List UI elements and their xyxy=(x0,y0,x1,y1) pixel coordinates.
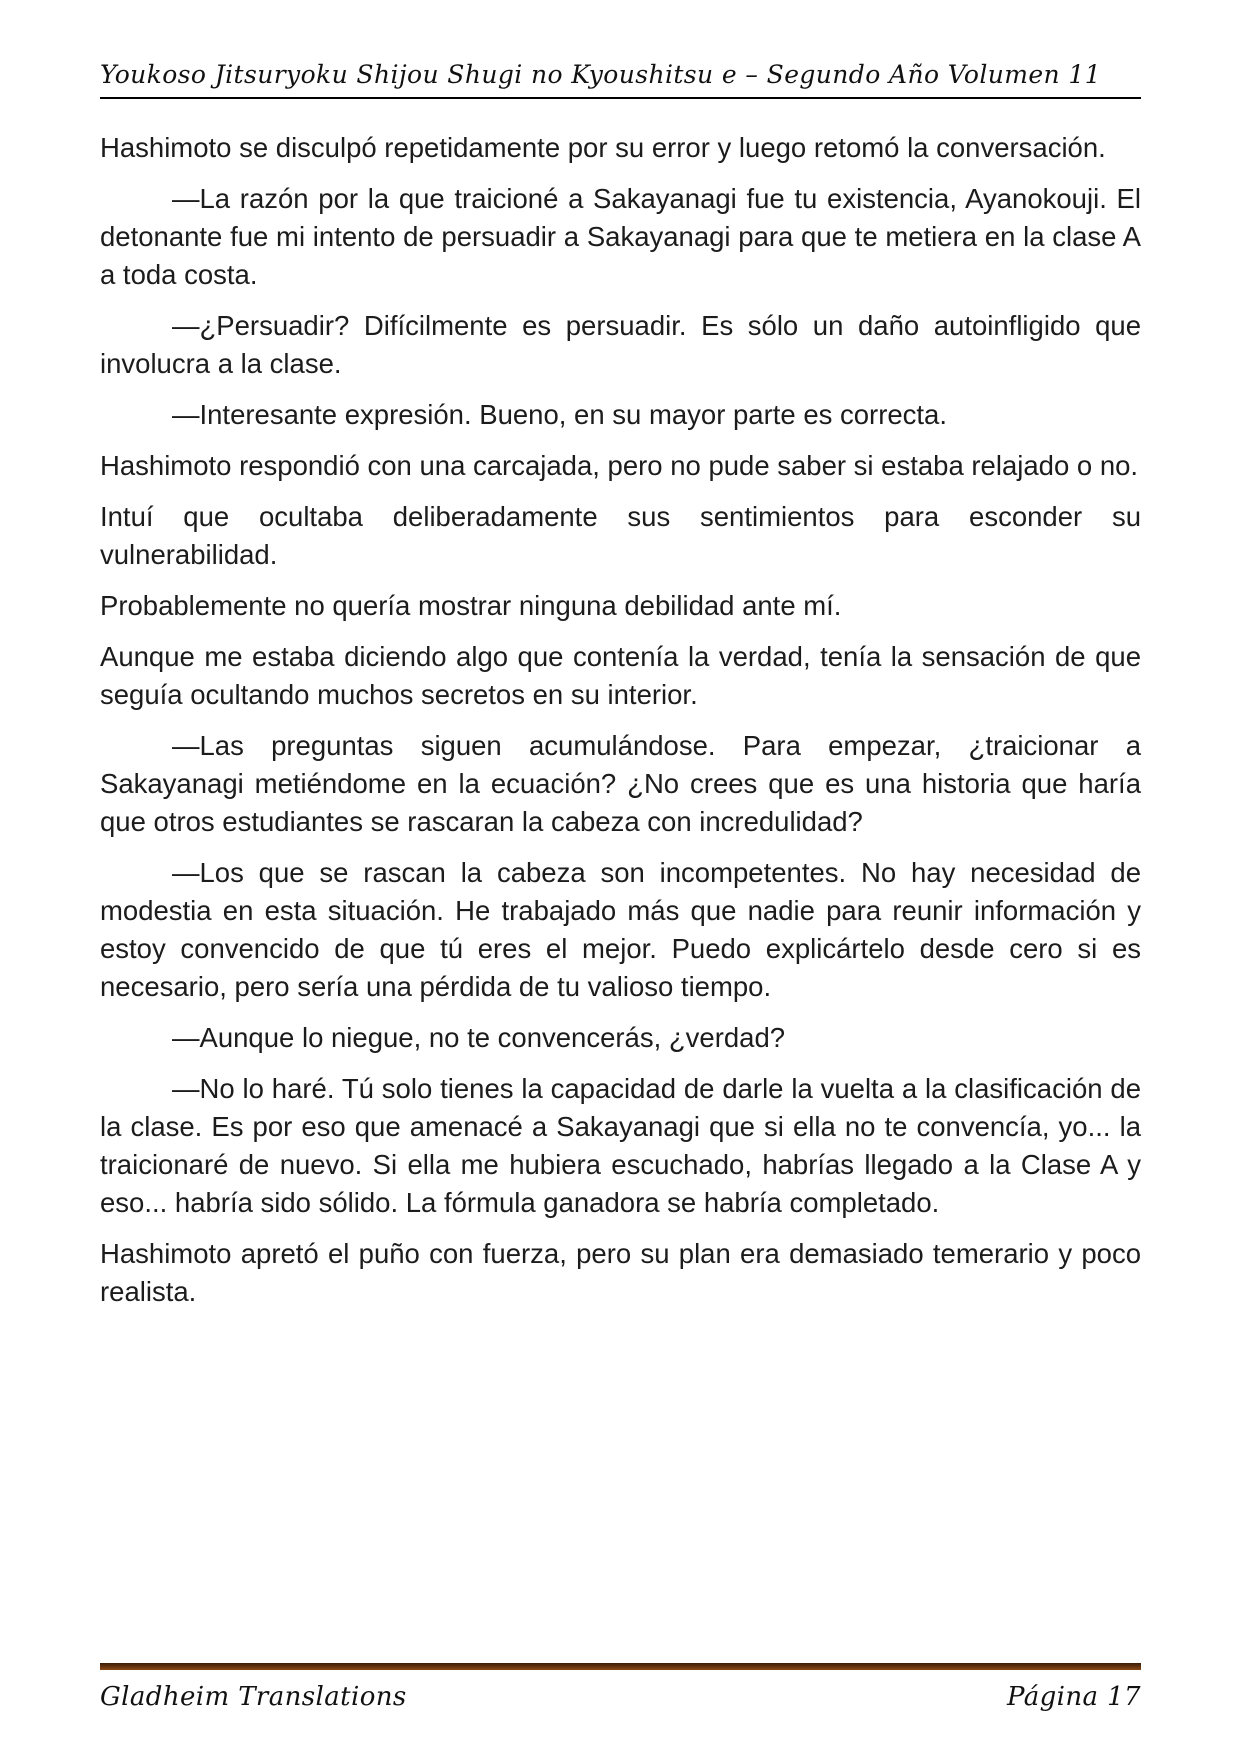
footer-text-row xyxy=(100,1682,1141,1712)
page-header xyxy=(100,60,1141,99)
paragraph: —La razón por la que traicioné a Sakayanagi fue tu existencia, Ayanokouji. El detonante fue mi intento de persuadir a Sakayanagi para que te metiera en la clase A a toda costa. xyxy=(100,183,1141,290)
paragraph: —Los que se rascan la cabeza son incompetentes. No hay necesidad de modestia en esta situación. He trabajado más que nadie para reunir información y estoy convencido de que tú eres el mejor. Puedo explicártelo desde cero si es necesario, pero sería una pérdida de tu valioso tiempo. xyxy=(100,857,1141,1002)
paragraph: —Interesante expresión. Bueno, en su mayor parte es correcta. xyxy=(172,399,947,430)
paragraph: Hashimoto respondió con una carcajada, pero no pude saber si estaba relajado o no. xyxy=(100,450,1139,481)
footer-translator-credit: Gladheim Translations xyxy=(100,1682,407,1712)
paragraph: Probablemente no quería mostrar ninguna debilidad ante mí. xyxy=(100,590,842,621)
paragraph: —No lo haré. Tú solo tienes la capacidad de darle la vuelta a la clasificación de la clase. Es por eso que amenacé a Sakayanagi que si ella no te convencía, yo... la traicionaré de nuevo. Si ella me hubiera escuchado, habrías llegado a la Clase A y eso... habría sido sólido. La fórmula ganadora se habría completado. xyxy=(100,1073,1141,1218)
paragraph: Hashimoto se disculpó repetidamente por su error y luego retomó la conversación. xyxy=(100,132,1106,163)
paragraph: Aunque me estaba diciendo algo que contenía la verdad, tenía la sensación de que seguía ocultando muchos secretos en su interior. xyxy=(100,641,1141,710)
page-body xyxy=(100,129,1141,1311)
paragraph: —Aunque lo niegue, no te convencerás, ¿verdad? xyxy=(172,1022,786,1053)
paragraph: Hashimoto apretó el puño con fuerza, pero su plan era demasiado temerario y poco realista. xyxy=(100,1238,1141,1307)
footer-divider xyxy=(100,1663,1141,1670)
paragraph: Intuí que ocultaba deliberadamente sus sentimientos para esconder su vulnerabilidad. xyxy=(100,501,1141,570)
page-footer xyxy=(100,1663,1141,1712)
paragraph: —Las preguntas siguen acumulándose. Para empezar, ¿traicionar a Sakayanagi metiéndome en la ecuación? ¿No crees que es una historia que haría que otros estudiantes se rascaran la cabeza con incredulidad? xyxy=(100,730,1141,837)
footer-page-number: Página 17 xyxy=(1007,1682,1141,1712)
header-title: Youkoso Jitsuryoku Shijou Shugi no Kyoushitsu e – Segundo Año Volumen 11 xyxy=(100,60,1102,89)
paragraph: —¿Persuadir? Difícilmente es persuadir. Es sólo un daño autoinfligido que involucra a la clase. xyxy=(100,310,1141,379)
